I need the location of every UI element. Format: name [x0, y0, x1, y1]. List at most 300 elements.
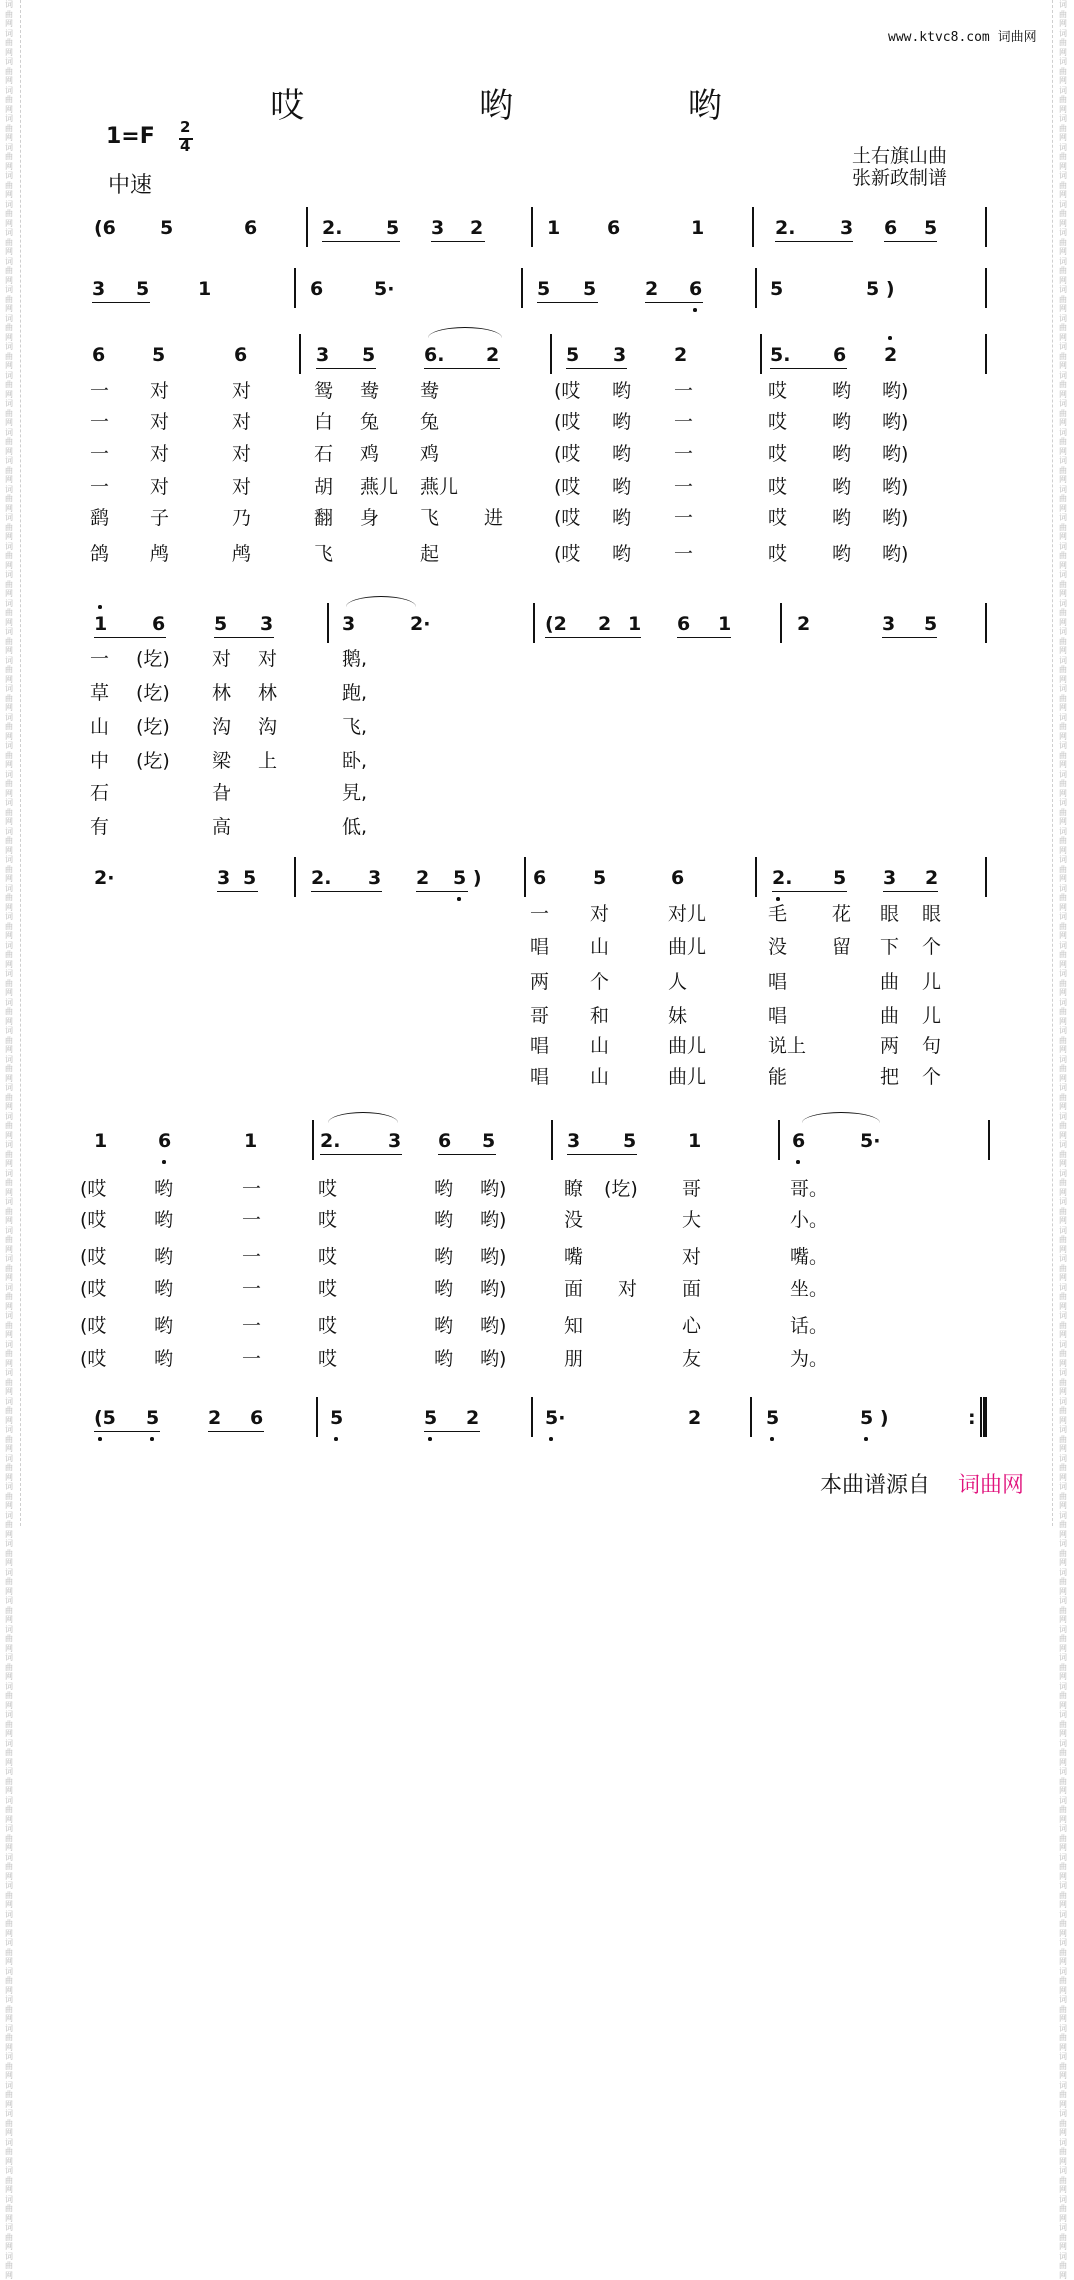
- system4-note: 2: [598, 613, 612, 635]
- system7-beam: [208, 1431, 264, 1432]
- system3-lyric: 一: [90, 411, 110, 433]
- system3-lyric: 身: [360, 507, 380, 529]
- system5-note: 6: [533, 867, 547, 889]
- system5-lyric: 儿: [922, 971, 942, 993]
- system5-note: 5: [833, 867, 847, 889]
- system4-lyric: (圪): [136, 648, 170, 670]
- system5-note: 2: [416, 867, 430, 889]
- system6-note: 5: [623, 1130, 637, 1152]
- system6-lyric: 一: [242, 1315, 262, 1337]
- system7-beam: [424, 1431, 480, 1432]
- system5-note: 6: [671, 867, 685, 889]
- system6-note: 5: [482, 1130, 496, 1152]
- system5-lyric: 唱: [768, 1005, 788, 1027]
- system6-beam: [320, 1154, 402, 1155]
- system5-lyric: 个: [922, 936, 942, 958]
- system3-note: 2: [486, 344, 500, 366]
- system3-lyric: 飞: [420, 507, 440, 529]
- system3-note: 5.: [770, 344, 791, 366]
- system6-lyric: 一: [242, 1278, 262, 1300]
- system1-beam: [884, 241, 937, 242]
- system6-lyric: 坐。: [790, 1278, 829, 1300]
- system5-lyric: 曲儿: [668, 1035, 707, 1057]
- system3-slur: [428, 327, 502, 338]
- system3-barline: [299, 334, 301, 374]
- system6-lyric: 大: [682, 1209, 702, 1231]
- system3-lyric: 一: [674, 543, 694, 565]
- system3-lyric: 鸡: [360, 443, 380, 465]
- semiquaver-beam: [598, 637, 641, 638]
- system2-note: 3: [92, 278, 106, 300]
- system3-lyric: 一: [674, 476, 694, 498]
- system3-lyric: 对: [232, 443, 252, 465]
- system4-lyric: 飞,: [342, 716, 368, 738]
- system3-lyric: 兔: [420, 411, 440, 433]
- system5-beam: [311, 891, 382, 892]
- system3-lyric: 一: [674, 380, 694, 402]
- system5-lyric: 唱: [530, 936, 550, 958]
- system4-note: 3: [882, 613, 896, 635]
- system4-barline: [533, 603, 535, 643]
- system6-barline: [551, 1120, 553, 1160]
- system5-lyric: 眼: [922, 903, 942, 925]
- system6-note: 6: [792, 1130, 806, 1152]
- system2-note: 6: [689, 278, 703, 300]
- system3-lyric: 哟: [612, 443, 632, 465]
- system1-note: 5: [160, 217, 174, 239]
- system4-note: 5: [214, 613, 228, 635]
- system5-lyric: 两: [530, 971, 550, 993]
- system6-lyric: 哎: [318, 1178, 338, 1200]
- system5-note: 2: [925, 867, 939, 889]
- system4-note: 2: [797, 613, 811, 635]
- system6-octave-dot-below: [162, 1160, 166, 1164]
- system4-lyric: 中: [90, 750, 110, 772]
- system6-lyric: 嘴: [564, 1246, 584, 1268]
- system4-lyric: 山: [90, 716, 110, 738]
- system3-lyric: 哟): [882, 507, 909, 529]
- system5-lyric: 山: [590, 1066, 610, 1088]
- system4-lyric: 石: [90, 782, 110, 804]
- time-signature-top: 2: [180, 118, 191, 136]
- system7-octave-dot-below: [150, 1437, 154, 1441]
- system6-lyric: 没: [564, 1209, 584, 1231]
- system5-note: 3: [883, 867, 897, 889]
- system6-lyric: 哟: [434, 1278, 454, 1300]
- system4-lyric: 对: [258, 648, 278, 670]
- system4-note: 1: [718, 613, 732, 635]
- system3-lyric: 兔: [360, 411, 380, 433]
- system1-note: 3: [840, 217, 854, 239]
- system7-octave-dot-below: [770, 1437, 774, 1441]
- system3-lyric: 对: [150, 476, 170, 498]
- system6-lyric: 小。: [790, 1209, 829, 1231]
- system6-lyric: 哟): [480, 1278, 507, 1300]
- system5-barline: [755, 857, 757, 897]
- system3-lyric: 哟: [612, 543, 632, 565]
- system6-lyric: 哟: [434, 1178, 454, 1200]
- system6-lyric: 哟: [434, 1209, 454, 1231]
- system1-beam: [775, 241, 853, 242]
- system3-lyric: 哎: [768, 543, 788, 565]
- system3-note: 6: [92, 344, 106, 366]
- tempo-marking: 中速: [108, 173, 153, 198]
- system6-lyric: 瞭: [564, 1178, 584, 1200]
- system5-lyric: 毛: [768, 903, 788, 925]
- system3-lyric: 对: [232, 411, 252, 433]
- system4-lyric: (圪): [136, 682, 170, 704]
- system4-note: 3: [342, 613, 356, 635]
- system6-lyric: 哥: [682, 1178, 702, 1200]
- system3-octave-dot-above: [888, 336, 892, 340]
- system6-lyric: 哎: [318, 1278, 338, 1300]
- system5-lyric: 花: [832, 903, 852, 925]
- system3-lyric: 鸬: [150, 543, 170, 565]
- arranger: 张新政制谱: [852, 167, 948, 189]
- system7-note: :: [968, 1407, 976, 1429]
- system6-slur: [328, 1112, 398, 1123]
- system5-lyric: 曲: [880, 1005, 900, 1027]
- system6-lyric: 面: [682, 1278, 702, 1300]
- system7-barline: [980, 1397, 982, 1437]
- system5-lyric: 下: [880, 936, 900, 958]
- system3-lyric: 哟: [832, 380, 852, 402]
- system3-lyric: 哎: [768, 443, 788, 465]
- system3-lyric: 胡: [314, 476, 334, 498]
- system3-lyric: 哎: [768, 380, 788, 402]
- system1-note: 3: [431, 217, 445, 239]
- system6-barline: [988, 1120, 990, 1160]
- system4-lyric: 上: [258, 750, 278, 772]
- system5-note: 2.: [311, 867, 332, 889]
- system7-note: 6: [250, 1407, 264, 1429]
- system3-lyric: 对: [150, 443, 170, 465]
- system3-barline: [550, 334, 552, 374]
- system3-lyric: 哟: [832, 476, 852, 498]
- system6-lyric: 哟): [480, 1315, 507, 1337]
- system5-octave-dot-below: [457, 897, 461, 901]
- system1-barline: [531, 207, 533, 247]
- system5-lyric: 对儿: [668, 903, 707, 925]
- system4-note: 3: [260, 613, 274, 635]
- system4-lyric: 有: [90, 816, 110, 838]
- system3-lyric: 哟: [612, 507, 632, 529]
- system2-note: 5: [537, 278, 551, 300]
- system6-beam: [567, 1154, 637, 1155]
- footer-site-name: 词曲网: [958, 1473, 1025, 1498]
- system4-beam: [677, 637, 731, 638]
- system7-note: (5: [94, 1407, 116, 1429]
- system2-note: 5: [136, 278, 150, 300]
- system7-note: 2: [208, 1407, 222, 1429]
- system5-lyric: 人: [668, 971, 688, 993]
- system7-barline: [316, 1397, 318, 1437]
- system6-lyric: (哎: [80, 1209, 107, 1231]
- system3-barline: [760, 334, 762, 374]
- system3-note: 5: [566, 344, 580, 366]
- system5-lyric: 唱: [530, 1035, 550, 1057]
- system5-lyric: 儿: [922, 1005, 942, 1027]
- right-watermark-strip: 词曲网词曲网词曲网词曲网词曲网词曲网词曲网词曲网词曲网词曲网词曲网词曲网词曲网词曲网词曲网词曲网词曲网词曲网词曲网词曲网词曲网词曲网词曲网词曲网词曲网词曲网词曲网词曲网词曲网词曲网词曲网词曲网词曲网词曲网词曲网词曲网词曲网词曲网词曲网词曲网词曲网词曲网词曲网词曲网词曲网词曲网词曲网词曲网词曲网词曲网词曲网词曲网词曲网词曲网词曲网词曲网词曲网词曲网词曲网词曲网词曲网词曲网词曲网词曲网词曲网词曲网词曲网词曲网词曲网词曲网词曲网词曲网词曲网词曲网词曲网词曲网词曲网词曲网词曲网词曲网: [1059, 0, 1067, 2280]
- system1-barline: [752, 207, 754, 247]
- system6-lyric: (哎: [80, 1348, 107, 1370]
- system5-lyric: 没: [768, 936, 788, 958]
- system3-note: 5: [152, 344, 166, 366]
- system3-note: 3: [613, 344, 627, 366]
- system5-lyric: 和: [590, 1005, 610, 1027]
- system3-note: 6: [234, 344, 248, 366]
- system3-lyric: 哎: [768, 411, 788, 433]
- system3-lyric: 翻: [314, 507, 334, 529]
- system6-note: 1: [244, 1130, 258, 1152]
- system7-octave-dot-below: [334, 1437, 338, 1441]
- system3-lyric: 鹞: [90, 507, 110, 529]
- system6-note: 1: [94, 1130, 108, 1152]
- site-url: www.ktvc8.com 词曲网: [888, 30, 1037, 45]
- system6-barline: [312, 1120, 314, 1160]
- system3-lyric: 乃: [232, 507, 252, 529]
- system3-lyric: 鸯: [360, 380, 380, 402]
- composer: 土右旗山曲: [852, 145, 948, 167]
- system4-note: 2·: [410, 613, 431, 635]
- system3-lyric: 鸯: [420, 380, 440, 402]
- system4-lyric: 高: [212, 816, 232, 838]
- system5-barline: [294, 857, 296, 897]
- system3-lyric: 起: [420, 543, 440, 565]
- system3-lyric: 鸬: [232, 543, 252, 565]
- system6-lyric: 哎: [318, 1315, 338, 1337]
- system3-lyric: 一: [674, 443, 694, 465]
- system3-beam: [770, 368, 847, 369]
- system5-beam: [217, 891, 258, 892]
- system6-lyric: 哟): [480, 1348, 507, 1370]
- system1-beam: [431, 241, 485, 242]
- system1-note: 5: [386, 217, 400, 239]
- system3-lyric: 一: [90, 476, 110, 498]
- system3-lyric: 石: [314, 443, 334, 465]
- system3-lyric: 一: [90, 380, 110, 402]
- system4-lyric: 沟: [258, 716, 278, 738]
- system6-lyric: 话。: [790, 1315, 829, 1337]
- system5-lyric: 个: [590, 971, 610, 993]
- system4-barline: [780, 603, 782, 643]
- system4-note: 1: [628, 613, 642, 635]
- system7-note: 2: [466, 1407, 480, 1429]
- system3-lyric: 哟): [882, 380, 909, 402]
- system6-lyric: 哎: [318, 1246, 338, 1268]
- system5-lyric: 山: [590, 1035, 610, 1057]
- system7-barline: [750, 1397, 752, 1437]
- system5-note: 2.: [772, 867, 793, 889]
- system3-lyric: 一: [90, 443, 110, 465]
- system2-octave-dot-below: [693, 308, 697, 312]
- page-title: 哎 哟 哟: [270, 86, 804, 126]
- system2-note: 5: [583, 278, 597, 300]
- system4-lyric: 林: [212, 682, 232, 704]
- system2-barline: [521, 268, 523, 308]
- system6-lyric: 哥。: [790, 1178, 829, 1200]
- system6-lyric: 哟: [434, 1315, 454, 1337]
- system5-lyric: 曲儿: [668, 1066, 707, 1088]
- system6-lyric: 知: [564, 1315, 584, 1337]
- system5-lyric: 唱: [768, 971, 788, 993]
- system6-lyric: 一: [242, 1246, 262, 1268]
- system3-lyric: 哟): [882, 476, 909, 498]
- system2-note: 5 ): [866, 278, 895, 300]
- system5-lyric: 说上: [768, 1035, 807, 1057]
- system3-lyric: 哟: [612, 380, 632, 402]
- system6-lyric: 哟: [154, 1178, 174, 1200]
- system5-lyric: 眼: [880, 903, 900, 925]
- system3-lyric: 燕儿: [420, 476, 459, 498]
- system6-lyric: 哎: [318, 1209, 338, 1231]
- system5-lyric: 一: [530, 903, 550, 925]
- system6-lyric: 哟: [154, 1278, 174, 1300]
- system1-note: (6: [94, 217, 116, 239]
- system4-slur: [346, 596, 416, 607]
- system6-lyric: 哎: [318, 1348, 338, 1370]
- system4-lyric: 沟: [212, 716, 232, 738]
- system6-lyric: 为。: [790, 1348, 829, 1370]
- system6-lyric: 对: [682, 1246, 702, 1268]
- system6-lyric: 一: [242, 1348, 262, 1370]
- system5-lyric: 山: [590, 936, 610, 958]
- system1-note: 1: [547, 217, 561, 239]
- system3-lyric: 哟): [882, 443, 909, 465]
- system3-lyric: 燕儿: [360, 476, 399, 498]
- system4-note: 6: [677, 613, 691, 635]
- system5-note: 5: [593, 867, 607, 889]
- system7-note: 5: [330, 1407, 344, 1429]
- system4-lyric: 低,: [342, 816, 368, 838]
- system6-lyric: (哎: [80, 1246, 107, 1268]
- system7-note: 5: [146, 1407, 160, 1429]
- system6-lyric: 一: [242, 1178, 262, 1200]
- system5-note: 3: [368, 867, 382, 889]
- system4-octave-dot-above: [98, 605, 102, 609]
- system5-note: 5: [243, 867, 257, 889]
- system5-note: 2·: [94, 867, 115, 889]
- system3-lyric: 哟: [832, 507, 852, 529]
- system6-lyric: 对: [618, 1278, 638, 1300]
- system3-barline: [985, 334, 987, 374]
- system6-note: 3: [388, 1130, 402, 1152]
- system6-lyric: 哟: [154, 1209, 174, 1231]
- system4-note: 5: [924, 613, 938, 635]
- system5-lyric: 句: [922, 1035, 942, 1057]
- system6-beam: [438, 1154, 496, 1155]
- system7-note: 5·: [545, 1407, 566, 1429]
- system1-note: 6: [884, 217, 898, 239]
- system3-lyric: (哎: [554, 443, 581, 465]
- system3-lyric: 哎: [768, 476, 788, 498]
- system2-barline: [755, 268, 757, 308]
- system6-octave-dot-below: [796, 1160, 800, 1164]
- system3-lyric: 哟: [832, 543, 852, 565]
- system6-lyric: 哟): [480, 1209, 507, 1231]
- system4-lyric: 草: [90, 682, 110, 704]
- system3-lyric: 哟: [832, 411, 852, 433]
- system2-beam: [645, 302, 703, 303]
- system3-note: 6: [833, 344, 847, 366]
- system4-lyric: 旮: [212, 782, 232, 804]
- system4-note: 6: [152, 613, 166, 635]
- system5-lyric: 妹: [668, 1005, 688, 1027]
- system6-note: 2.: [320, 1130, 341, 1152]
- system3-lyric: 鸳: [314, 380, 334, 402]
- system6-note: 6: [158, 1130, 172, 1152]
- system5-lyric: 唱: [530, 1066, 550, 1088]
- system7-octave-dot-below: [549, 1437, 553, 1441]
- system3-lyric: (哎: [554, 411, 581, 433]
- system4-beam: [94, 637, 166, 638]
- system3-note: 2: [884, 344, 898, 366]
- system4-beam: [214, 637, 274, 638]
- system5-lyric: 两: [880, 1035, 900, 1057]
- system1-note: 2.: [322, 217, 343, 239]
- left-dashed-margin: [20, 0, 21, 1526]
- system5-lyric: 对: [590, 903, 610, 925]
- system5-lyric: 个: [922, 1066, 942, 1088]
- system3-beam: [424, 368, 500, 369]
- system4-lyric: 鹅,: [342, 648, 368, 670]
- system5-lyric: 能: [768, 1066, 788, 1088]
- system3-lyric: 哎: [768, 507, 788, 529]
- system3-note: 5: [362, 344, 376, 366]
- system2-beam: [92, 302, 150, 303]
- system3-lyric: 哟: [612, 476, 632, 498]
- system6-note: 6: [438, 1130, 452, 1152]
- system5-barline: [985, 857, 987, 897]
- system1-barline: [985, 207, 987, 247]
- system2-note: 1: [198, 278, 212, 300]
- system6-lyric: (哎: [80, 1315, 107, 1337]
- system5-lyric: 把: [880, 1066, 900, 1088]
- system3-lyric: 对: [150, 411, 170, 433]
- system2-note: 2: [645, 278, 659, 300]
- system5-beam: [772, 891, 847, 892]
- system3-lyric: 飞: [314, 543, 334, 565]
- system3-lyric: 白: [314, 411, 334, 433]
- system4-barline: [985, 603, 987, 643]
- system4-lyric: 梁: [212, 750, 232, 772]
- system2-note: 5·: [374, 278, 395, 300]
- system7-octave-dot-below: [428, 1437, 432, 1441]
- system6-lyric: 哟: [434, 1348, 454, 1370]
- system6-lyric: (哎: [80, 1278, 107, 1300]
- system1-note: 2: [470, 217, 484, 239]
- system3-lyric: 对: [232, 476, 252, 498]
- system4-note: (2: [545, 613, 567, 635]
- system6-lyric: 朋: [564, 1348, 584, 1370]
- final-barline-thick: [983, 1397, 987, 1437]
- system2-note: 5: [770, 278, 784, 300]
- system3-lyric: (哎: [554, 543, 581, 565]
- credits: [852, 145, 947, 189]
- system4-lyric: 旯,: [342, 782, 368, 804]
- system5-lyric: 留: [832, 936, 852, 958]
- system4-lyric: 卧,: [342, 750, 368, 772]
- system3-lyric: 对: [232, 380, 252, 402]
- system3-note: 2: [674, 344, 688, 366]
- right-dashed-margin: [1052, 0, 1053, 1526]
- system6-lyric: 面: [564, 1278, 584, 1300]
- system3-lyric: 鸡: [420, 443, 440, 465]
- system5-beam: [883, 891, 938, 892]
- system6-note: 5·: [860, 1130, 881, 1152]
- system1-note: 6: [244, 217, 258, 239]
- system5-lyric: 曲: [880, 971, 900, 993]
